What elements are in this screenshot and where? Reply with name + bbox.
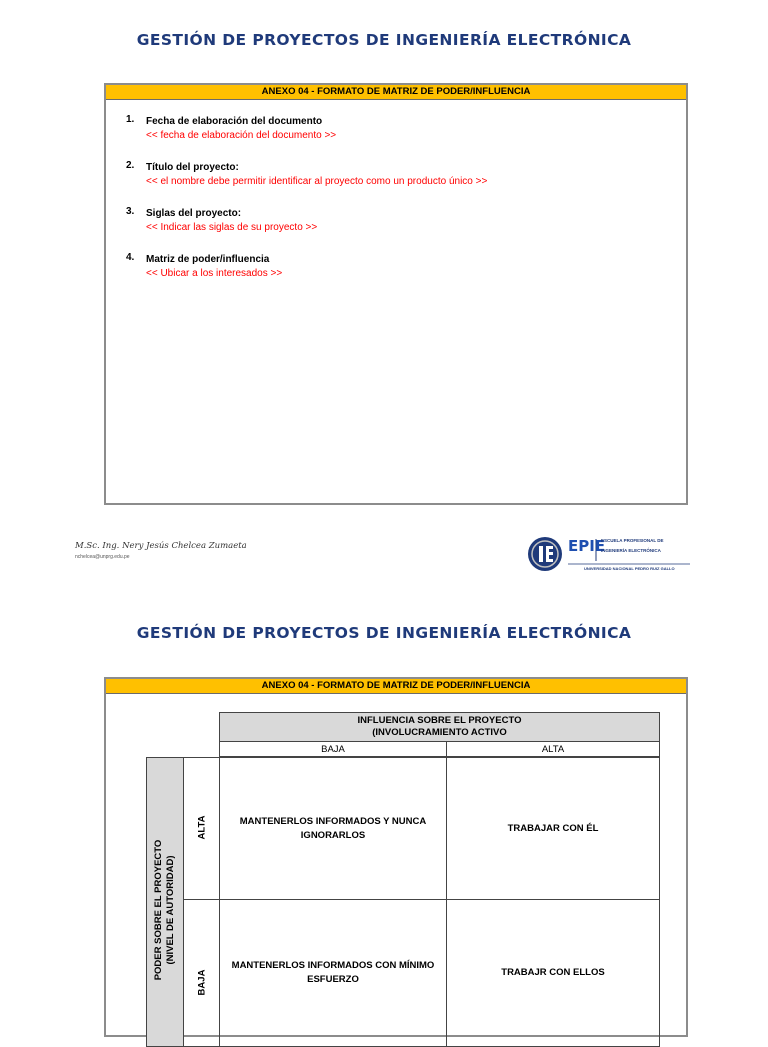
annex-frame-1: [104, 83, 688, 505]
item-number: 3.: [126, 206, 135, 217]
logo-line3: UNIVERSIDAD NACIONAL PEDRO RUIZ GALLO: [584, 566, 675, 571]
item-label: Título del proyecto:: [146, 162, 239, 173]
item-label: Matriz de poder/influencia: [146, 254, 270, 265]
annex-header: ANEXO 04 - FORMATO DE MATRIZ DE PODER/INFLUENCIA: [106, 85, 686, 100]
influence-header: [219, 712, 660, 742]
quadrant-high-power-low-influence: MANTENERLOS INFORMADOS Y NUNCA IGNORARLOS: [219, 757, 447, 900]
list-item: [126, 160, 686, 189]
quadrant-low-power-low-influence: MANTENERLOS INFORMADOS CON MÍNIMO ESFUERZO: [219, 899, 447, 1047]
page-title: GESTIÓN DE PROYECTOS DE INGENIERÍA ELECTRÓNICA: [136, 31, 632, 49]
item-label: Siglas del proyecto:: [146, 208, 242, 219]
power-header-line1: PODER SOBRE EL PROYECTO: [153, 839, 164, 981]
quadrant-high-power-high-influence: TRABAJAR CON ÉL: [446, 757, 660, 900]
item-label: Fecha de elaboración del documento: [146, 116, 323, 127]
item-number: 4.: [126, 252, 135, 263]
power-header-line2: (NIVEL DE AUTORIDAD): [165, 855, 176, 965]
col-high-label: ALTA: [446, 741, 660, 757]
row-low-label: BAJA: [196, 969, 208, 996]
page-title-2: GESTIÓN DE PROYECTOS DE INGENIERÍA ELECTRÓNICA: [136, 624, 632, 642]
col-low-label: BAJA: [219, 741, 447, 757]
quadrant-low-power-high-influence: TRABAJR CON ELLOS: [446, 899, 660, 1047]
list-item: [126, 114, 686, 143]
item-hint: << fecha de elaboración del documento >>: [146, 130, 337, 141]
list-item: [126, 252, 686, 281]
row-high-label: ALTA: [196, 815, 208, 840]
power-header-text: [153, 775, 177, 1045]
influence-header-line2: (INVOLUCRAMIENTO ACTIVO: [372, 727, 507, 738]
annex-header-2: ANEXO 04 - FORMATO DE MATRIZ DE PODER/INFLUENCIA: [106, 679, 686, 694]
logo-text: EPIE: [568, 537, 606, 555]
item-hint: << Ubicar a los interesados >>: [146, 268, 283, 279]
item-hint: << el nombre debe permitir identificar al proyecto como un producto único >>: [146, 176, 488, 187]
logo-line2: INGENIERÍA ELECTRÓNICA: [601, 548, 661, 553]
logo-line1: ESCUELA PROFESIONAL DE: [601, 538, 664, 543]
school-logo: [528, 533, 692, 577]
list-item: [126, 206, 686, 235]
item-number: 2.: [126, 160, 135, 171]
item-number: 1.: [126, 114, 135, 125]
influence-header-line1: INFLUENCIA SOBRE EL PROYECTO: [357, 715, 522, 726]
items-list: [106, 100, 686, 281]
author-email: nchelcea@unprg.edu.pe: [75, 554, 130, 560]
signature: M.Sc. Ing. Nery Jesús Chelcea Zumaeta: [75, 541, 247, 551]
item-hint: << Indicar las siglas de su proyecto >>: [146, 222, 318, 233]
